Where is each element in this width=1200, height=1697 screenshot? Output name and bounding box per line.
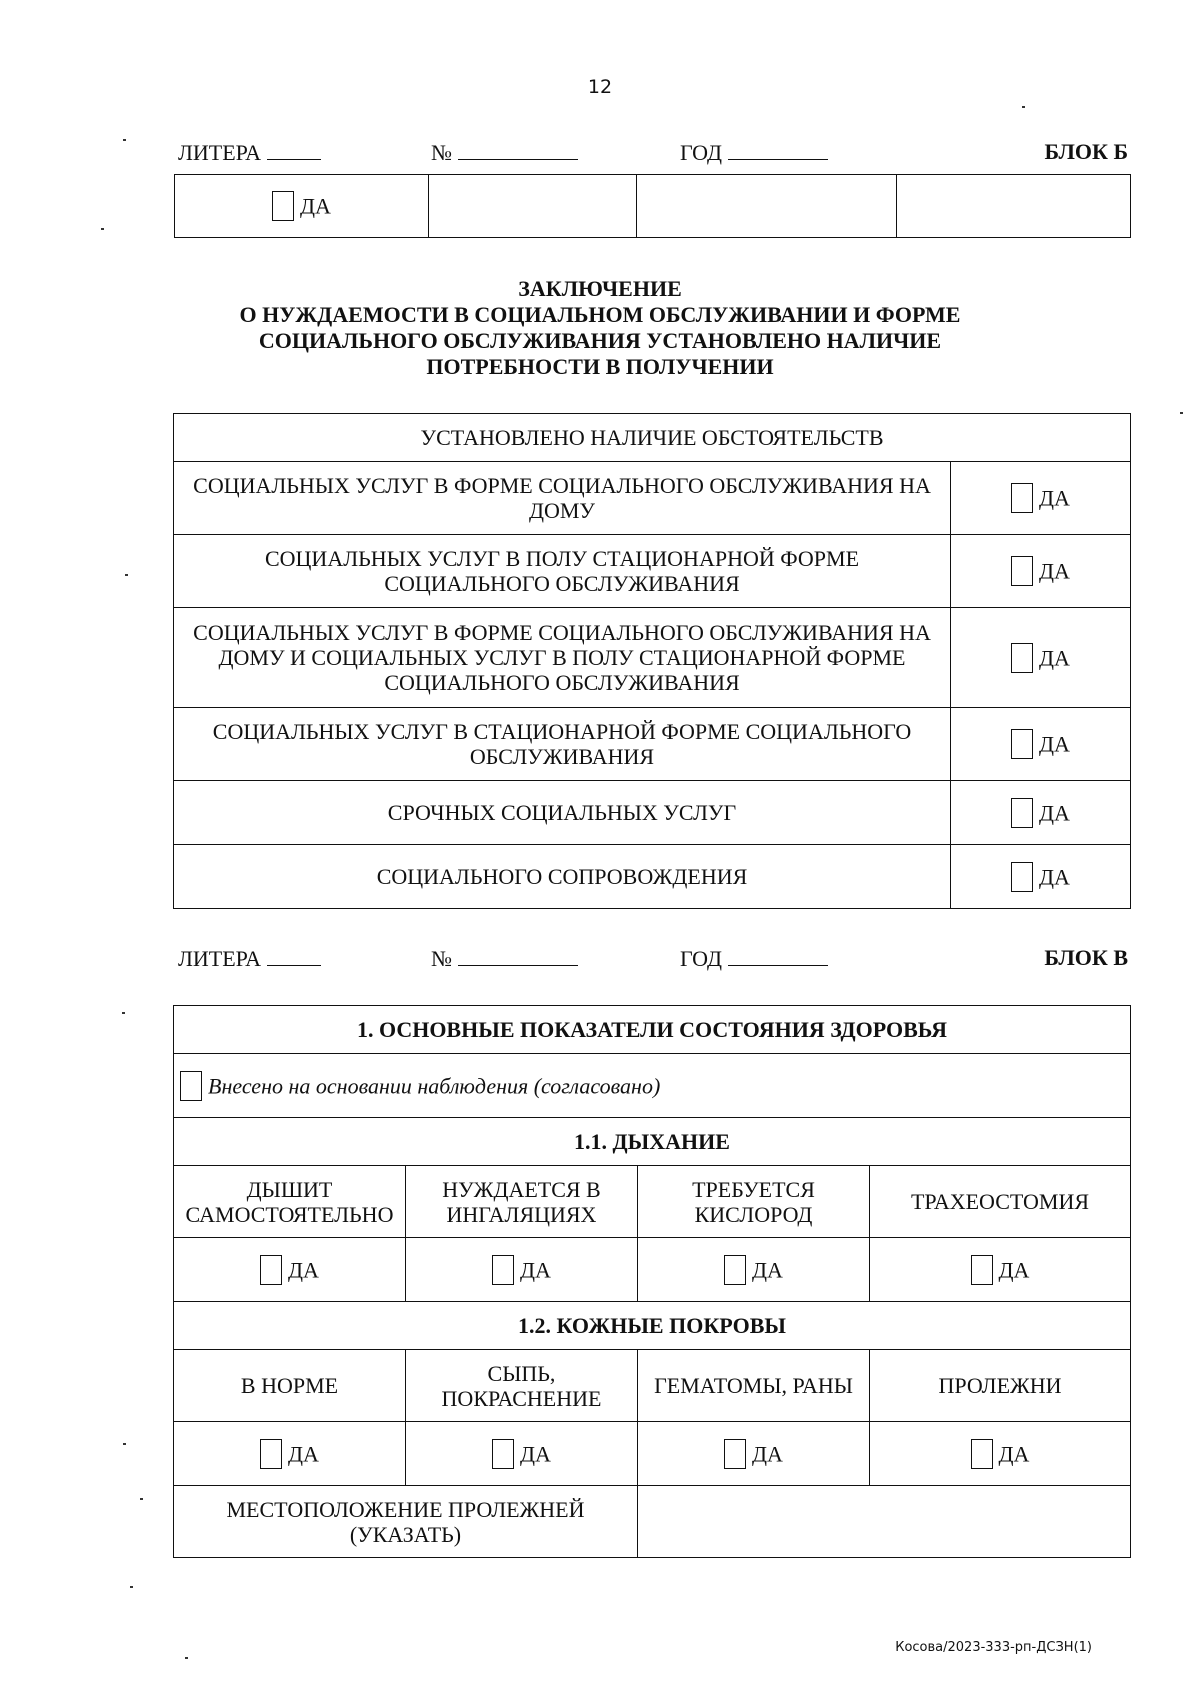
checkbox[interactable]	[724, 1439, 746, 1469]
checkbox[interactable]	[180, 1071, 202, 1101]
service-row-label: СРОЧНЫХ СОЦИАЛЬНЫХ УСЛУГ	[174, 781, 951, 845]
circumstances-header: УСТАНОВЛЕНО НАЛИЧИЕ ОБСТОЯТЕЛЬСТВ	[174, 414, 1131, 462]
number-field[interactable]: №	[431, 139, 578, 166]
checkbox[interactable]	[260, 1439, 282, 1469]
yes-cell: ДА	[638, 1422, 870, 1486]
block-label: БЛОК Б	[1044, 139, 1128, 164]
checkbox[interactable]	[1011, 862, 1033, 892]
yes-cell: ДА	[406, 1422, 638, 1486]
service-row-label: СОЦИАЛЬНОГО СОПРОВОЖДЕНИЯ	[174, 845, 951, 909]
health-table	[173, 1005, 1131, 1558]
breathing-column: ДЫШИТ САМОСТОЯТЕЛЬНО	[174, 1166, 406, 1238]
yes-cell: ДА	[638, 1238, 870, 1302]
circumstances-table	[173, 413, 1131, 909]
yes-cell: ДА	[174, 1238, 406, 1302]
scan-speck	[1022, 106, 1025, 108]
skin-title: 1.2. КОЖНЫЕ ПОКРОВЫ	[174, 1302, 1131, 1350]
checkbox[interactable]	[492, 1255, 514, 1285]
service-row-label: СОЦИАЛЬНЫХ УСЛУГ В ФОРМЕ СОЦИАЛЬНОГО ОБСЛУЖИВАНИЯ НА ДОМУ И СОЦИАЛЬНЫХ УСЛУГ В ПОЛУ СТАЦИОНАРНОЙ ФОРМЕ СОЦИАЛЬНОГО ОБСЛУЖИВАНИЯ	[174, 608, 951, 708]
checkbox[interactable]	[1011, 798, 1033, 828]
yes-cell: ДА	[175, 175, 429, 238]
empty-cell[interactable]	[429, 175, 637, 238]
block-label: БЛОК В	[1044, 945, 1128, 970]
number-field[interactable]: №	[431, 945, 578, 972]
service-row-label: СОЦИАЛЬНЫХ УСЛУГ В ФОРМЕ СОЦИАЛЬНОГО ОБСЛУЖИВАНИЯ НА ДОМУ	[174, 462, 951, 535]
skin-column: ГЕМАТОМЫ, РАНЫ	[638, 1350, 870, 1422]
year-field[interactable]: ГОД	[680, 139, 828, 166]
yes-cell: ДА	[951, 535, 1131, 608]
checkbox[interactable]	[1011, 483, 1033, 513]
document-code: Косова/2023-333-рп-ДСЗН(1)	[895, 1640, 1092, 1655]
service-row-label: СОЦИАЛЬНЫХ УСЛУГ В ПОЛУ СТАЦИОНАРНОЙ ФОРМЕ СОЦИАЛЬНОГО ОБСЛУЖИВАНИЯ	[174, 535, 951, 608]
yes-cell: ДА	[870, 1422, 1131, 1486]
checkbox[interactable]	[272, 191, 294, 221]
checkbox[interactable]	[724, 1255, 746, 1285]
checkbox[interactable]	[260, 1255, 282, 1285]
litera-field[interactable]: ЛИТЕРА	[178, 945, 321, 972]
skin-column: ПРОЛЕЖНИ	[870, 1350, 1131, 1422]
yes-cell: ДА	[951, 708, 1131, 781]
skin-column: В НОРМЕ	[174, 1350, 406, 1422]
breathing-column: ТРЕБУЕТСЯ КИСЛОРОД	[638, 1166, 870, 1238]
breathing-column: ТРАХЕОСТОМИЯ	[870, 1166, 1131, 1238]
breathing-column: НУЖДАЕТСЯ В ИНГАЛЯЦИЯХ	[406, 1166, 638, 1238]
scan-speck	[140, 1498, 143, 1500]
yes-cell: ДА	[406, 1238, 638, 1302]
checkbox[interactable]	[971, 1439, 993, 1469]
yes-cell: ДА	[951, 845, 1131, 909]
yes-cell: ДА	[870, 1238, 1131, 1302]
scan-speck	[123, 139, 126, 141]
yes-cell: ДА	[174, 1422, 406, 1486]
scan-speck	[125, 574, 128, 576]
block-b-table	[174, 174, 1131, 238]
yes-cell: ДА	[951, 608, 1131, 708]
service-row-label: СОЦИАЛЬНЫХ УСЛУГ В СТАЦИОНАРНОЙ ФОРМЕ СОЦИАЛЬНОГО ОБСЛУЖИВАНИЯ	[174, 708, 951, 781]
scan-speck	[1180, 412, 1183, 414]
bedsore-location-field[interactable]	[638, 1486, 1131, 1558]
observation-row: Внесено на основании наблюдения (согласовано)	[174, 1054, 1131, 1118]
conclusion-title: ЗАКЛЮЧЕНИЕ О НУЖДАЕМОСТИ В СОЦИАЛЬНОМ ОБСЛУЖИВАНИИ И ФОРМЕ СОЦИАЛЬНОГО ОБСЛУЖИВАНИЯ УСТАНОВЛЕНО НАЛИЧИЕ ПОТРЕБНОСТИ В ПОЛУЧЕНИИ	[239, 276, 961, 379]
header-block-v	[178, 945, 1128, 975]
breathing-title: 1.1. ДЫХАНИЕ	[174, 1118, 1131, 1166]
bedsore-location-label: МЕСТОПОЛОЖЕНИЕ ПРОЛЕЖНЕЙ (УКАЗАТЬ)	[174, 1486, 638, 1558]
empty-cell[interactable]	[897, 175, 1131, 238]
yes-cell: ДА	[951, 462, 1131, 535]
scan-speck	[130, 1586, 133, 1588]
year-field[interactable]: ГОД	[680, 945, 828, 972]
checkbox[interactable]	[971, 1255, 993, 1285]
scan-speck	[123, 1443, 126, 1445]
checkbox[interactable]	[1011, 556, 1033, 586]
page-number: 12	[587, 76, 613, 98]
scan-speck	[122, 1012, 125, 1014]
skin-column: СЫПЬ, ПОКРАСНЕНИЕ	[406, 1350, 638, 1422]
empty-cell[interactable]	[637, 175, 897, 238]
checkbox[interactable]	[1011, 729, 1033, 759]
health-title: 1. ОСНОВНЫЕ ПОКАЗАТЕЛИ СОСТОЯНИЯ ЗДОРОВЬЯ	[174, 1006, 1131, 1054]
checkbox[interactable]	[1011, 643, 1033, 673]
scan-speck	[185, 1657, 188, 1659]
scan-speck	[101, 228, 104, 230]
yes-cell: ДА	[951, 781, 1131, 845]
litera-field[interactable]: ЛИТЕРА	[178, 139, 321, 166]
header-block-b	[178, 139, 1128, 169]
checkbox[interactable]	[492, 1439, 514, 1469]
